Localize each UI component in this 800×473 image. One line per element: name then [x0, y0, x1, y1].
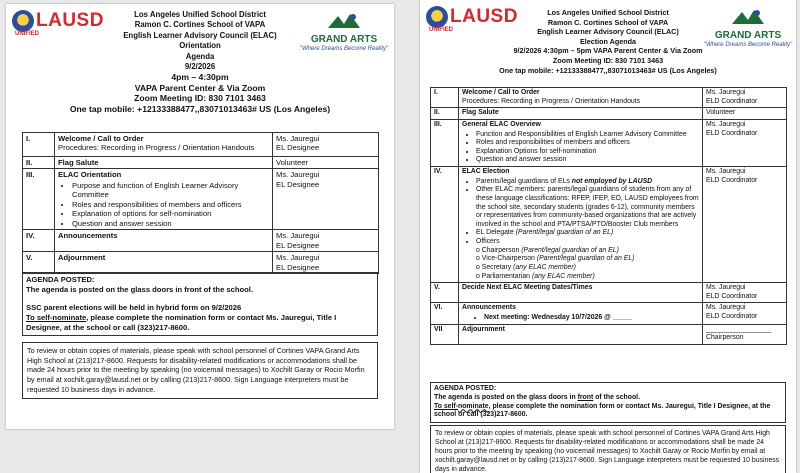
officer-role: Vice-Chairperson: [481, 255, 537, 263]
officer-note: (any ELAC member): [531, 272, 595, 280]
agenda-row: [431, 119, 787, 166]
presenter-name: Ms. Jauregui: [706, 89, 746, 96]
grand-arts-name: GRAND ARTS: [714, 30, 782, 41]
item-content: [459, 283, 703, 303]
bullet-item: • Explanation Options for self-nomination: [476, 148, 699, 157]
officer-note: (any ELAC member): [513, 263, 576, 271]
presenter-role: Chairperson: [706, 334, 744, 342]
presenter-role: EL Designee: [276, 240, 320, 250]
item-content: [459, 88, 703, 108]
election-agenda-page: [420, 0, 796, 473]
agenda-row: [23, 157, 379, 169]
presenter-name: Ms. Jauregui: [276, 134, 320, 143]
header-line-date-location: 9/2/2026 4:30pm – 5pm VAPA Parent Center & Via Zoom: [513, 46, 703, 56]
agenda-row: [23, 252, 379, 274]
item-title: Welcome / Call to Order: [58, 134, 144, 143]
agenda-row: [23, 230, 379, 252]
item-number: IV.: [23, 230, 55, 252]
header-line-type: Election Agenda: [579, 36, 637, 46]
lausd-seal-icon: [426, 6, 448, 28]
item-bullets: [58, 181, 269, 228]
officer-note: (Parent/legal guardian of an EL): [536, 255, 635, 263]
grand-arts-logo: [702, 8, 794, 48]
header-line-zoom: Zoom Meeting ID: 830 7101 3463: [552, 55, 664, 65]
agenda-row: [431, 88, 787, 108]
header-line-time: 4pm – 4:30pm: [171, 72, 229, 83]
grand-arts-emblem-icon: [326, 12, 362, 30]
lausd-unified-label: UNIFIED: [429, 27, 453, 33]
item-presenter: [273, 252, 379, 274]
officer-item: o Chairperson (Parent/legal guardian of an EL): [476, 246, 619, 254]
presenter-role: ELD Coordinator: [706, 129, 758, 137]
item-content: [459, 303, 703, 324]
chairperson-signature-line: _________________: [706, 325, 772, 333]
item-content: [459, 119, 703, 166]
item-number: II.: [431, 108, 459, 120]
item-presenter: [273, 169, 379, 230]
presenter-role: EL Designee: [276, 262, 320, 272]
bullet-item: • Function and Responsibilities of English Learner Advisory Committee: [476, 131, 699, 140]
bullet-item: • Roles and responsibilities of members and officers: [476, 139, 699, 148]
officers-label: Officers: [476, 238, 500, 245]
item-title: Adjournment: [462, 325, 505, 333]
item-title: Adjournment: [58, 253, 106, 263]
agenda-table: [22, 132, 379, 274]
item-number: V.: [431, 283, 459, 303]
item-title: Decide Next ELAC Meeting Dates/Times: [462, 284, 593, 292]
page-header: [420, 0, 796, 86]
ssc-note: SSC parent elections will be held in hybrid form on 9/2/2026: [26, 303, 242, 313]
bullet-item: • Explanation of options for self-nomination: [72, 209, 269, 218]
bullet-item: • Other ELAC members: parents/legal guardians of students from any of these language classifications: RFEP, IFEP, EO, LAUSD employees from the school site, secondary students (grades 6-12), community members or representatives from community-based organizations that are actively involved in the school and PTA/PTSA/PTO/Booster Club members: [476, 186, 699, 229]
bullet-item: • Question and answer session: [476, 156, 699, 165]
presenter-name: Ms. Jauregui: [276, 231, 320, 241]
item-number: V.: [23, 252, 55, 274]
header-line-district: Los Angeles Unified School District: [547, 8, 669, 17]
item-number: II.: [23, 157, 55, 169]
delegate-note: (Parent/legal guardian of an EL): [515, 229, 614, 237]
header-line-agenda: Agenda: [185, 51, 215, 61]
page-header: [6, 4, 394, 114]
item-presenter: [273, 157, 379, 169]
self-nominate-link[interactable]: To self-nominate: [26, 313, 87, 323]
lausd-wordmark: LAUSD: [450, 6, 518, 27]
officer-role: Chairperson: [481, 246, 522, 254]
item-presenter: [703, 283, 787, 303]
bullet-item: • Question and answer session: [72, 219, 269, 228]
presenter-role: ELD Coordinator: [706, 292, 758, 300]
item-presenter: [703, 303, 787, 324]
self-nominate-rest: , please complete the nomination form or contact Ms. Jauregui, Title I Designee, at the school or call (323)217-8600.: [26, 313, 337, 332]
posted-text: [434, 394, 782, 403]
item-detail: Procedures: Recording in Progress / Orientation Handouts: [58, 143, 255, 153]
officer-item: o Vice-Chairperson (Parent/legal guardian of an EL): [476, 255, 635, 263]
officer-note: (Parent/legal guardian of an EL): [521, 246, 619, 254]
item-presenter: [703, 108, 787, 120]
header-line-district: Los Angeles Unified School District: [134, 10, 266, 19]
agenda-posted-box: [430, 382, 786, 423]
officer-item: o Secretary (any ELAC member): [476, 263, 576, 271]
grand-arts-name: GRAND ARTS: [310, 34, 378, 45]
agenda-posted-box: [22, 272, 378, 336]
presenter-role: ELD Coordinator: [706, 176, 758, 184]
agenda-row: [431, 167, 787, 283]
officer-item: o Parliamentarian (any ELAC member): [476, 272, 595, 280]
officer-role: Parliamentarian: [481, 272, 532, 280]
presenter-name: Ms. Jauregui: [276, 253, 320, 263]
header-line-phone: One tap mobile: +12133388477,,83071013463# US (Los Angeles): [69, 103, 331, 114]
posted-title: AGENDA POSTED:: [434, 385, 497, 392]
grand-arts-logo: [298, 12, 390, 52]
item-title: Flag Salute: [58, 158, 99, 167]
presenter-role: EL Designee: [276, 143, 320, 153]
posted-text-start: The agenda is posted on the glass doors in: [434, 393, 578, 401]
item-number: III.: [431, 119, 459, 166]
eligibility-emphasis: not employed by LAUSD: [571, 177, 653, 185]
bullet-item: [476, 238, 699, 281]
agenda-row: [431, 324, 787, 344]
item-presenter: [703, 88, 787, 108]
self-nominate-link-start[interactable]: To self-: [434, 402, 458, 410]
presenter-name: Volunteer: [706, 109, 736, 117]
lausd-seal-icon: [12, 10, 34, 32]
item-content: [55, 133, 273, 157]
item-number: IV.: [431, 167, 459, 283]
header-line-type: Orientation: [179, 41, 221, 51]
self-nominate-rest: , please complete the nomination form or contact Ms. Jauregui, Title I Designee, at the school or call (323)217-8600.: [434, 402, 771, 419]
item-content: [459, 324, 703, 344]
item-title: ELAC Election: [462, 168, 510, 175]
presenter-name: Ms. Jauregui: [706, 304, 746, 312]
posted-text-underlined: front: [577, 393, 594, 401]
item-number: I.: [431, 88, 459, 108]
item-content: [459, 108, 703, 120]
presenter-name: Ms. Jauregui: [706, 168, 746, 175]
header-line-school: Ramon C. Cortines School of VAPA: [547, 17, 669, 27]
item-content: [55, 252, 273, 274]
grand-arts-tagline: "Where Dreams Become Reality": [703, 42, 793, 48]
item-number: VI.: [431, 303, 459, 324]
item-title: Announcements: [462, 304, 516, 312]
header-line-council: English Learner Advisory Council (ELAC): [123, 30, 277, 40]
self-nominate-link[interactable]: nominate: [458, 402, 489, 410]
header-line-zoom: Zoom Meeting ID: 830 7101 3463: [134, 93, 266, 104]
item-content: [55, 230, 273, 252]
posted-title: AGENDA POSTED:: [26, 275, 95, 284]
bullet-item: • Roles and responsibilities of members and officers: [72, 200, 269, 209]
bullet-item: [476, 229, 699, 238]
header-line-phone: One tap mobile: +12133388477,,83071013463# US (Los Angeles): [499, 65, 717, 75]
item-title: Announcements: [58, 231, 118, 241]
grand-arts-tagline: "Where Dreams Become Reality": [299, 46, 389, 52]
presenter-role: EL Designee: [276, 179, 320, 189]
lausd-wordmark: LAUSD: [36, 10, 104, 31]
item-content: [459, 167, 703, 283]
header-line-council: English Learner Advisory Council (ELAC): [537, 27, 679, 37]
item-content: [55, 169, 273, 230]
lausd-unified-label: UNIFIED: [15, 31, 39, 37]
item-title: General ELAC Overview: [462, 120, 541, 128]
agenda-row: [23, 133, 379, 157]
orientation-agenda-page: [6, 4, 394, 429]
item-presenter: [273, 230, 379, 252]
header-line-date: 9/2/2026: [184, 62, 216, 72]
officer-role: Secretary: [481, 263, 514, 271]
election-bullets: [462, 178, 699, 282]
item-number: I.: [23, 133, 55, 157]
agenda-row: [23, 169, 379, 230]
presenter-name: Ms. Jauregui: [276, 170, 320, 180]
presenter-role: ELD Coordinator: [706, 97, 758, 105]
item-presenter: [273, 133, 379, 157]
item-number: III.: [23, 169, 55, 230]
item-presenter: [703, 167, 787, 283]
posted-text-end: of the school.: [593, 393, 640, 401]
posted-text: The agenda is posted on the glass doors in front of the school.: [26, 284, 253, 294]
grand-arts-emblem-icon: [730, 8, 766, 26]
item-presenter: [703, 324, 787, 344]
agenda-row: [431, 108, 787, 120]
item-content: [55, 157, 273, 169]
agenda-row: [431, 303, 787, 324]
self-nominate-text: [26, 313, 374, 332]
eligibility-text: Parents/legal guardians of ELs: [476, 177, 572, 185]
self-nominate-text: [434, 403, 782, 421]
accessibility-footer: To review or obtain copies of materials, please speak with school personnel of Cortines VAPA Grand Arts High School at (213)217-8600. Requests for disability-related modifications or accommodations shall be made 24 hours prior to the meeting by speaking (no voicemail messages) to Xochilt Garay or Rocio Morfin by email at xochilt.garay@lausd.net or by calling (213)217-8600. Sign Language interpreters must be requested 10 business days in advance.: [430, 425, 786, 473]
item-bullets: [462, 131, 699, 166]
delegate-text: EL Delegate: [476, 229, 516, 237]
presenter-role: ELD Coordinator: [706, 313, 758, 320]
accessibility-footer: To review or obtain copies of materials, please speak with school personnel of Cortines VAPA Grand Arts High School at (213)217-8600. Requests for disability-related modifications or accommodations shall be made 24 hours prior to the meeting by speaking (no voicemail messages) to Xochilt Garay or Rocio Morfin by email at xochilt.garay@lausd.net or by calling (213)217-8600. Sign Language interpreters must be requested 10 business days in advance.: [22, 342, 378, 399]
presenter-name: Ms. Jauregui: [706, 120, 746, 128]
bullet-item: [476, 178, 699, 187]
item-number: VII: [431, 324, 459, 344]
header-line-school: Ramon C. Cortines School of VAPA: [134, 20, 266, 30]
presenter-name: Ms. Jauregui: [706, 284, 746, 292]
item-title: Welcome / Call to Order: [462, 89, 540, 96]
agenda-row: [431, 283, 787, 303]
next-meeting-bullet: • Next meeting: Wednesday 10/7/2026 @ _____: [484, 314, 699, 323]
item-detail: Procedures: Recording in Progress / Orientation Handouts: [462, 97, 641, 105]
item-title: ELAC Orientation: [58, 170, 122, 180]
item-title: Flag Salute: [462, 109, 499, 117]
presenter-name: Volunteer: [276, 158, 309, 167]
agenda-table: [430, 87, 787, 345]
item-presenter: [703, 119, 787, 166]
header-line-location: VAPA Parent Center & Via Zoom: [134, 82, 266, 93]
item-bullets: [462, 314, 699, 323]
bullet-item: • Purpose and function of English Learner Advisory Committee: [72, 181, 269, 200]
